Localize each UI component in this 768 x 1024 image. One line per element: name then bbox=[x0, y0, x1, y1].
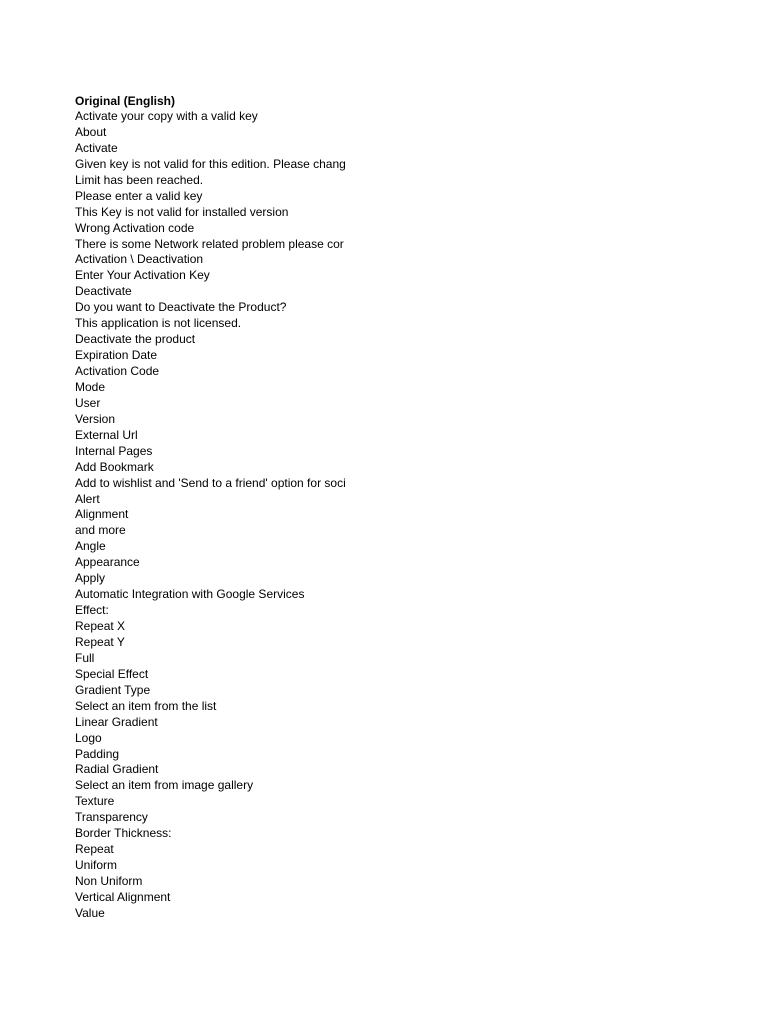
string-row: Appearance bbox=[75, 555, 140, 570]
string-row: Limit has been reached. bbox=[75, 172, 204, 187]
string-row: Repeat bbox=[75, 842, 114, 857]
column-heading: Original (English) bbox=[75, 94, 176, 108]
string-row: Deactivate the product bbox=[75, 332, 196, 347]
string-row: Full bbox=[75, 650, 95, 665]
string-row: There is some Network related problem please cor bbox=[75, 236, 344, 251]
string-list bbox=[75, 109, 356, 922]
string-row: Do you want to Deactivate the Product? bbox=[75, 300, 287, 315]
string-row: Gradient Type bbox=[75, 682, 151, 697]
string-row: Deactivate bbox=[75, 284, 132, 299]
string-row: External Url bbox=[75, 427, 138, 442]
string-row: This Key is not valid for installed version bbox=[75, 204, 289, 219]
string-row: Non Uniform bbox=[75, 874, 143, 888]
string-row: Version bbox=[75, 411, 116, 426]
string-row: Activate your copy with a valid key bbox=[75, 109, 258, 123]
string-row: Internal Pages bbox=[75, 443, 153, 458]
string-row: This application is not licensed. bbox=[75, 316, 242, 331]
string-row: Repeat Y bbox=[75, 634, 125, 649]
string-row: Padding bbox=[75, 746, 120, 761]
string-row: Vertical Alignment bbox=[75, 889, 171, 904]
string-row: Activate bbox=[75, 140, 118, 155]
string-row: Logo bbox=[75, 730, 102, 745]
string-row: Transparency bbox=[75, 810, 148, 825]
string-row: Angle bbox=[75, 539, 106, 554]
string-row: Texture bbox=[75, 794, 115, 809]
string-row: Enter Your Activation Key bbox=[75, 268, 210, 283]
string-row: and more bbox=[75, 523, 126, 538]
string-row: Alert bbox=[75, 491, 100, 506]
string-row: Select an item from image gallery bbox=[75, 778, 254, 793]
string-row: Mode bbox=[75, 379, 106, 394]
string-column bbox=[75, 93, 356, 922]
string-row: Please enter a valid key bbox=[75, 188, 203, 203]
string-row: Special Effect bbox=[75, 666, 149, 681]
string-row: Wrong Activation code bbox=[75, 220, 195, 235]
string-row: Radial Gradient bbox=[75, 762, 159, 777]
string-row: Uniform bbox=[75, 858, 118, 873]
string-row: Add Bookmark bbox=[75, 459, 154, 474]
string-row: Linear Gradient bbox=[75, 714, 158, 729]
string-row: Activation Code bbox=[75, 364, 160, 378]
string-row: Given key is not valid for this edition. Please chang bbox=[75, 156, 346, 171]
string-row: Repeat X bbox=[75, 619, 126, 633]
string-row: Alignment bbox=[75, 507, 129, 522]
string-row: Automatic Integration with Google Services bbox=[75, 587, 305, 602]
string-row: User bbox=[75, 395, 101, 410]
string-row: Border Thickness: bbox=[75, 826, 172, 841]
string-row: Expiration Date bbox=[75, 348, 158, 363]
string-row: About bbox=[75, 124, 107, 139]
string-row: Apply bbox=[75, 571, 106, 586]
string-row: Add to wishlist and 'Send to a friend' option for soci bbox=[75, 475, 346, 490]
string-row: Select an item from the list bbox=[75, 698, 217, 713]
string-row: Effect: bbox=[75, 603, 109, 618]
string-row: Value bbox=[75, 905, 105, 920]
string-row: Activation \ Deactivation bbox=[75, 252, 204, 267]
